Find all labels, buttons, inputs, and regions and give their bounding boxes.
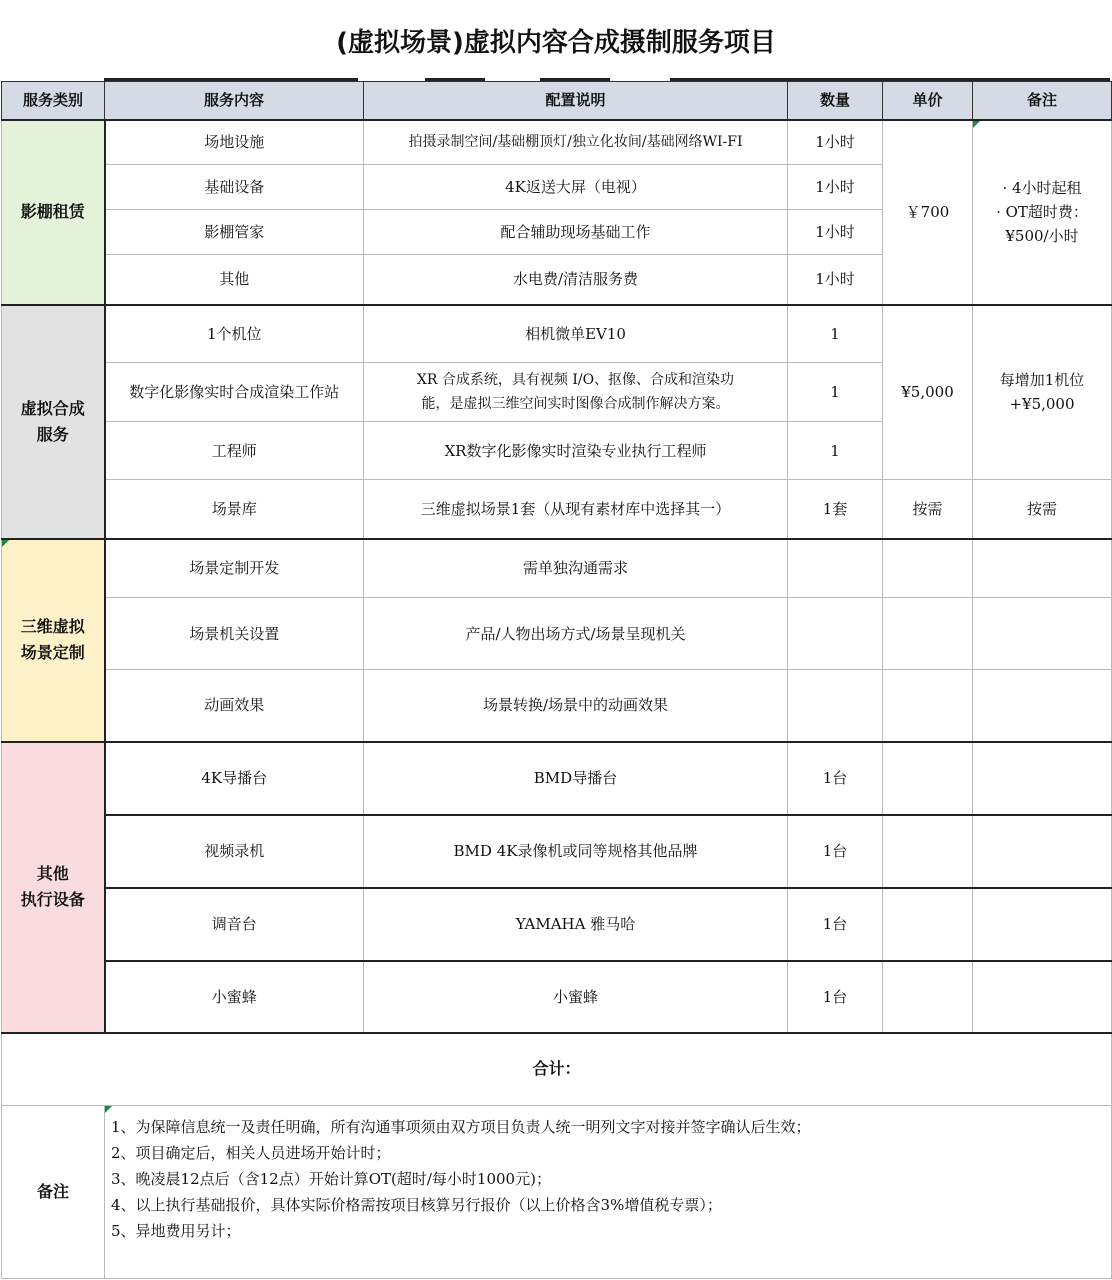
note-line: 2、项目确定后，相关人员进场开始计时； bbox=[111, 1144, 391, 1162]
total-label: 合计： bbox=[2, 1033, 1112, 1106]
scene-library-price: 按需 bbox=[883, 480, 973, 539]
item-name: 场景定制开发 bbox=[105, 539, 364, 598]
notes-label: 备注 bbox=[2, 1106, 105, 1279]
comment-marker-icon bbox=[105, 1106, 112, 1113]
item-config: 产品/人物出场方式/场景呈现机关 bbox=[364, 598, 788, 670]
item-name: 工程师 bbox=[105, 422, 364, 480]
item-remarks bbox=[973, 815, 1112, 888]
item-remarks bbox=[973, 742, 1112, 815]
table-row bbox=[2, 742, 1112, 815]
note-line: 5、异地费用另计； bbox=[111, 1222, 241, 1240]
total-row bbox=[2, 1033, 1112, 1106]
item-name: 影棚管家 bbox=[105, 210, 364, 255]
item-name: 其他 bbox=[105, 255, 364, 305]
item-config: 三维虚拟场景1套（从现有素材库中选择其一） bbox=[364, 480, 788, 539]
item-unit-price bbox=[883, 742, 973, 815]
table-row bbox=[2, 815, 1112, 888]
item-name: 场地设施 bbox=[105, 120, 364, 165]
item-config: 拍摄录制空间/基础棚顶灯/独立化妆间/基础网络WI-FI bbox=[364, 120, 788, 165]
category-line: 服务 bbox=[36, 424, 69, 444]
item-name: 动画效果 bbox=[105, 670, 364, 742]
note-line: 1、为保障信息统一及责任明确，所有沟通事项须由双方项目负责人统一明列文字对接并签字确认后生效； bbox=[111, 1118, 811, 1136]
item-name: 4K导播台 bbox=[105, 742, 364, 815]
item-quantity: 1小时 bbox=[788, 255, 883, 305]
item-config: YAMAHA 雅马哈 bbox=[364, 888, 788, 961]
item-unit-price bbox=[883, 670, 973, 742]
item-remarks bbox=[973, 961, 1112, 1033]
item-name: 小蜜蜂 bbox=[105, 961, 364, 1033]
item-quantity: 1台 bbox=[788, 961, 883, 1033]
rental-unit-price: ￥700 bbox=[883, 120, 973, 305]
category-line: 虚拟合成 bbox=[20, 398, 85, 418]
config-line: 能，是虚拟三维空间实时图像合成制作解决方案。 bbox=[421, 396, 730, 412]
header-remarks: 备注 bbox=[973, 82, 1112, 120]
item-name: 视频录机 bbox=[105, 815, 364, 888]
virtual-unit-price: ¥5,000 bbox=[883, 305, 973, 480]
quote-table bbox=[1, 81, 1112, 1279]
item-unit-price bbox=[883, 539, 973, 598]
item-quantity: 1台 bbox=[788, 742, 883, 815]
remark-line: · OT超时费： bbox=[996, 203, 1088, 221]
table-row bbox=[2, 305, 1112, 363]
category-3d-scene-custom bbox=[2, 539, 105, 742]
category-studio-rental: 影棚租赁 bbox=[2, 120, 105, 305]
header-content: 服务内容 bbox=[105, 82, 364, 120]
header-category: 服务类别 bbox=[2, 82, 105, 120]
scene-library-remark: 按需 bbox=[973, 480, 1112, 539]
item-config: 需单独沟通需求 bbox=[364, 539, 788, 598]
virtual-remarks bbox=[973, 305, 1112, 480]
header-unit-price: 单价 bbox=[883, 82, 973, 120]
remark-line: · 4小时起租 bbox=[1002, 179, 1082, 197]
item-remarks bbox=[973, 670, 1112, 742]
remark-line: +¥5,000 bbox=[1009, 395, 1075, 414]
item-config: 相机微单EV10 bbox=[364, 305, 788, 363]
item-name: 1个机位 bbox=[105, 305, 364, 363]
item-config bbox=[364, 363, 788, 422]
table-row bbox=[2, 961, 1112, 1033]
header-quantity: 数量 bbox=[788, 82, 883, 120]
item-quantity bbox=[788, 670, 883, 742]
item-quantity: 1套 bbox=[788, 480, 883, 539]
rental-remarks bbox=[973, 120, 1112, 305]
category-line: 场景定制 bbox=[20, 643, 85, 662]
item-remarks bbox=[973, 539, 1112, 598]
category-line: 执行设备 bbox=[20, 890, 85, 909]
item-quantity bbox=[788, 539, 883, 598]
table-header-row bbox=[2, 82, 1112, 120]
remark-line: 每增加1机位 bbox=[999, 371, 1085, 390]
item-unit-price bbox=[883, 888, 973, 961]
item-name: 调音台 bbox=[105, 888, 364, 961]
remark-line: ¥500/小时 bbox=[1005, 227, 1079, 245]
item-quantity: 1小时 bbox=[788, 210, 883, 255]
item-remarks bbox=[973, 888, 1112, 961]
config-line: XR 合成系统，具有视频 I/O、抠像、合成和渲染功 bbox=[416, 372, 735, 388]
note-line: 4、以上执行基础报价，具体实际价格需按项目核算另行报价（以上价格含3%增值税专票）； bbox=[111, 1196, 722, 1214]
table-row bbox=[2, 480, 1112, 539]
category-other-equipment bbox=[2, 742, 105, 1033]
table-row bbox=[2, 888, 1112, 961]
item-quantity: 1 bbox=[788, 305, 883, 363]
item-config: XR数字化影像实时渲染专业执行工程师 bbox=[364, 422, 788, 480]
item-name: 场景机关设置 bbox=[105, 598, 364, 670]
item-name: 基础设备 bbox=[105, 165, 364, 210]
item-unit-price bbox=[883, 598, 973, 670]
item-quantity: 1台 bbox=[788, 888, 883, 961]
item-config: 水电费/清洁服务费 bbox=[364, 255, 788, 305]
item-quantity: 1小时 bbox=[788, 120, 883, 165]
item-unit-price bbox=[883, 961, 973, 1033]
item-quantity: 1 bbox=[788, 363, 883, 422]
category-virtual-compositing bbox=[2, 305, 105, 539]
item-config: 小蜜蜂 bbox=[364, 961, 788, 1033]
comment-marker-icon bbox=[2, 540, 9, 547]
item-config: 场景转换/场景中的动画效果 bbox=[364, 670, 788, 742]
comment-marker-icon bbox=[973, 121, 980, 128]
item-quantity: 1台 bbox=[788, 815, 883, 888]
item-quantity: 1小时 bbox=[788, 165, 883, 210]
table-row bbox=[2, 120, 1112, 165]
table-row bbox=[2, 598, 1112, 670]
table-row bbox=[2, 670, 1112, 742]
item-remarks bbox=[973, 598, 1112, 670]
table-row bbox=[2, 539, 1112, 598]
item-unit-price bbox=[883, 815, 973, 888]
item-config: BMD 4K录像机或同等规格其他品牌 bbox=[364, 815, 788, 888]
notes-content bbox=[105, 1106, 1112, 1279]
category-line: 三维虚拟 bbox=[20, 617, 85, 636]
category-line: 其他 bbox=[36, 864, 69, 883]
item-name: 场景库 bbox=[105, 480, 364, 539]
note-line: 3、晚凌晨12点后（含12点）开始计算OT(超时/每小时1000元)； bbox=[111, 1170, 551, 1188]
page-title: (虚拟场景)虚拟内容合成摄制服务项目 bbox=[336, 27, 776, 58]
header-config: 配置说明 bbox=[364, 82, 788, 120]
item-quantity bbox=[788, 598, 883, 670]
notes-row bbox=[2, 1106, 1112, 1279]
item-config: 4K返送大屏（电视） bbox=[364, 165, 788, 210]
item-config: BMD导播台 bbox=[364, 742, 788, 815]
item-config: 配合辅助现场基础工作 bbox=[364, 210, 788, 255]
item-quantity: 1 bbox=[788, 422, 883, 480]
item-name: 数字化影像实时合成渲染工作站 bbox=[105, 363, 364, 422]
